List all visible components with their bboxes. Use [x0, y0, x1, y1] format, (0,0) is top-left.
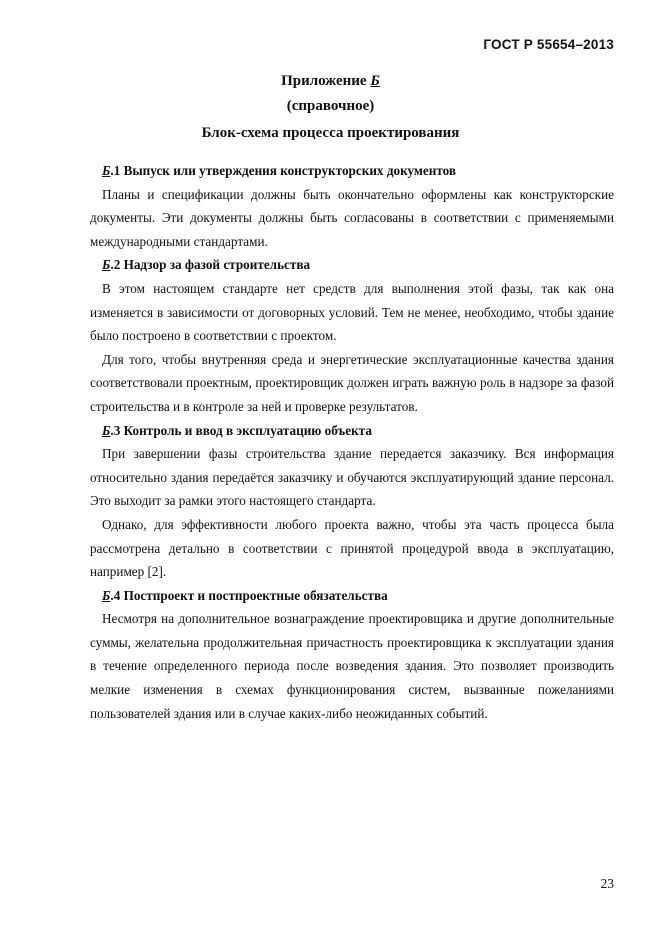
- paragraph: При завершении фазы строительства здание передается заказчику. Вся информация относительно здания передаётся заказчику и обучаются эксплуатирующий здание персонал. Это выходит за рамки этого настоящего стандарта.: [90, 446, 614, 509]
- paragraph: Однако, для эффективности любого проекта важно, чтобы эта часть процесса была рассмотрена детально в соответствии с принятой процедурой ввода в эксплуатацию, например [2].: [90, 516, 614, 580]
- paragraph: В этом настоящем стандарте нет средств для выполнения этой фазы, так как она изменяется в зависимости от договорных условий. Тем не менее, необходимо, чтобы здание было построено в соответствии с проектом.: [90, 280, 614, 344]
- appendix-body: [90, 159, 614, 725]
- section-heading: [90, 159, 614, 183]
- appendix-title: Блок-схема процесса проектирования: [201, 125, 460, 141]
- section-heading-text: .3 Контроль и ввод в эксплуатацию объекта: [110, 422, 372, 438]
- appendix-type: (справочное): [286, 98, 375, 114]
- section-heading: [90, 584, 614, 608]
- appendix-label-prefix: Приложение: [281, 73, 371, 89]
- section-heading: [90, 253, 614, 277]
- section-heading: [90, 419, 614, 443]
- page-number: 23: [600, 876, 614, 891]
- section-letter: Б: [102, 163, 111, 178]
- section-letter: Б: [102, 257, 111, 273]
- appendix-letter: Б: [370, 73, 380, 89]
- paragraph: Для того, чтобы внутренняя среда и энергетические эксплуатационные качества здания соответствовали проектным, проектировщик должен играть важную роль в надзоре за фазой строительства и в контроле за ней и проверке результатов.: [90, 351, 614, 414]
- section-heading-text: .4 Постпроект и постпроектные обязательства: [110, 587, 388, 603]
- section-heading-text: .1 Выпуск или утверждения конструкторских документов: [110, 163, 457, 178]
- section-letter: Б: [102, 587, 111, 603]
- appendix-label: [0, 73, 661, 90]
- standard-code: ГОСТ Р 55654–2013: [483, 37, 614, 52]
- paragraph: Планы и спецификации должны быть окончательно оформлены как конструкторские документы. Эти документы должны быть согласованы в соответствии с применяемыми международными стандартами.: [90, 186, 614, 249]
- section-heading-text: .2 Надзор за фазой строительства: [110, 257, 311, 273]
- section-letter: Б: [102, 422, 111, 438]
- paragraph: Несмотря на дополнительное вознаграждение проектировщика и другие дополнительные суммы, желательна продолжительная причастность проектировщика к эксплуатации здания в течение определенного периода после возведения здания. Это позволяет производить мелкие изменения в схемах функционирования систем, вызванные пожеланиями пользователей здания или в случае каких-либо неожиданных событий.: [90, 611, 614, 721]
